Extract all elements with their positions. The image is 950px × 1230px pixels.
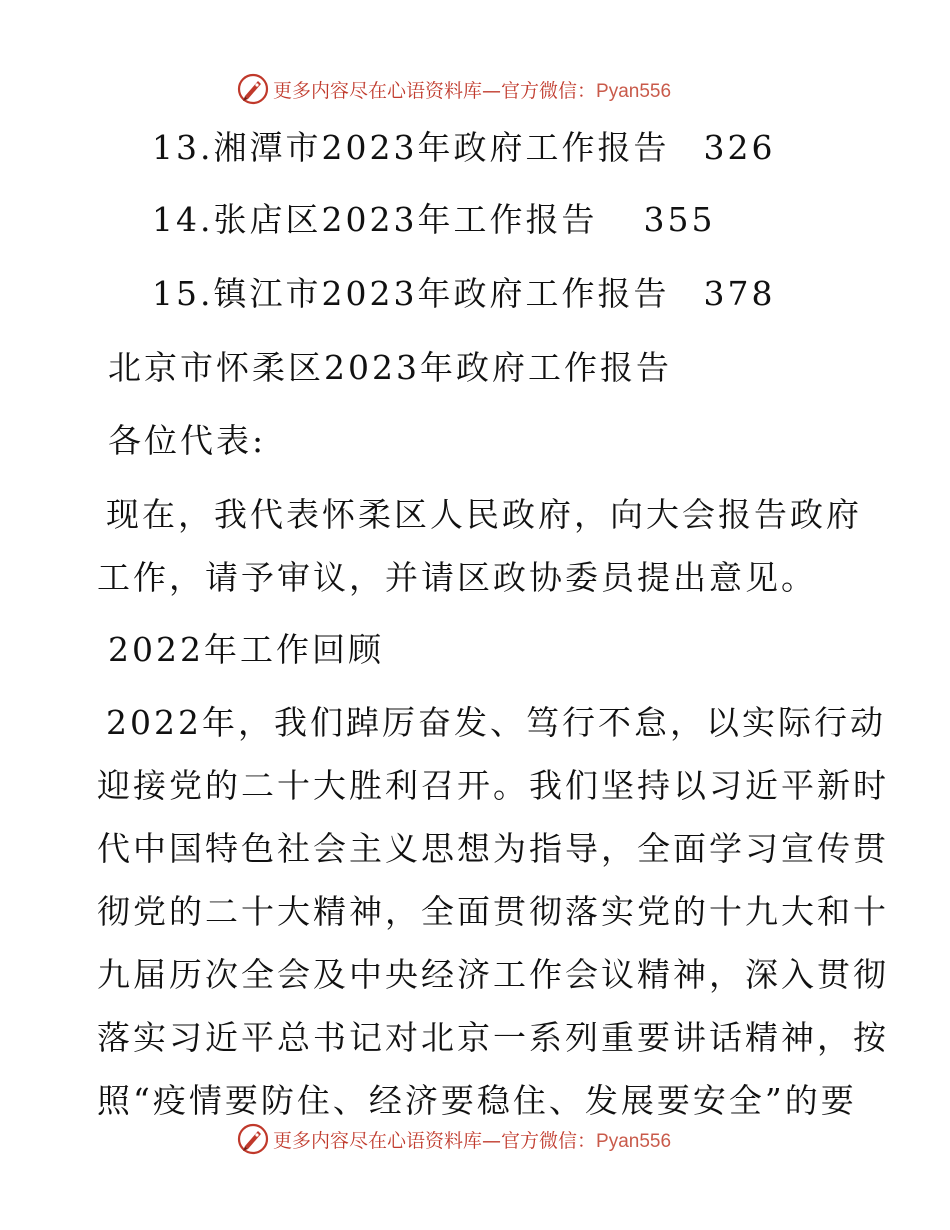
paragraph-line: 2022年，我们踔厉奋发、笃行不怠，以实际行动 bbox=[106, 703, 886, 742]
pen-logo-icon bbox=[236, 72, 270, 106]
toc-title: 镇江市2023年政府工作报告 bbox=[213, 274, 670, 313]
toc-page-number: 326 bbox=[703, 128, 776, 167]
pen-logo-icon bbox=[236, 1122, 270, 1156]
toc-title: 张店区2023年工作报告 bbox=[213, 200, 598, 239]
toc-number: 15. bbox=[152, 274, 214, 313]
watermark-wechat-id: Pyan556 bbox=[596, 1130, 672, 1152]
paragraph-line: 现在，我代表怀柔区人民政府，向大会报告政府 bbox=[106, 495, 862, 534]
toc-item bbox=[152, 274, 775, 314]
toc-item bbox=[152, 128, 775, 168]
section-title: 2022年工作回顾 bbox=[108, 630, 384, 669]
paragraph-line: 迎接党的二十大胜利召开。我们坚持以习近平新时 bbox=[97, 766, 889, 805]
toc-page-number: 355 bbox=[643, 200, 716, 239]
watermark-wechat-id: Pyan556 bbox=[596, 80, 672, 102]
document-heading: 北京市怀柔区2023年政府工作报告 bbox=[108, 348, 672, 387]
toc-number: 13. bbox=[152, 128, 214, 167]
toc-page-number: 378 bbox=[703, 274, 776, 313]
toc-title: 湘潭市2023年政府工作报告 bbox=[213, 128, 670, 167]
toc-number: 14. bbox=[152, 200, 214, 239]
watermark-prefix: 更多内容尽在心语资料库—官方微信： bbox=[273, 79, 597, 102]
paragraph-line: 照“疫情要防住、经济要稳住、发展要安全”的要 bbox=[97, 1081, 857, 1120]
paragraph-line: 落实习近平总书记对北京一系列重要讲话精神，按 bbox=[97, 1018, 889, 1057]
watermark-prefix: 更多内容尽在心语资料库—官方微信： bbox=[273, 1129, 597, 1152]
paragraph-line: 工作，请予审议，并请区政协委员提出意见。 bbox=[97, 558, 817, 597]
watermark-header bbox=[236, 72, 671, 106]
watermark-text bbox=[273, 76, 671, 103]
paragraph-line: 九届历次全会及中央经济工作会议精神，深入贯彻 bbox=[97, 955, 889, 994]
paragraph-line: 彻党的二十大精神，全面贯彻落实党的十九大和十 bbox=[97, 892, 889, 931]
watermark-footer bbox=[236, 1122, 671, 1156]
paragraph-line: 代中国特色社会主义思想为指导，全面学习宣传贯 bbox=[97, 829, 889, 868]
watermark-text bbox=[273, 1126, 671, 1153]
toc-item bbox=[152, 200, 715, 240]
salutation: 各位代表: bbox=[108, 421, 267, 460]
